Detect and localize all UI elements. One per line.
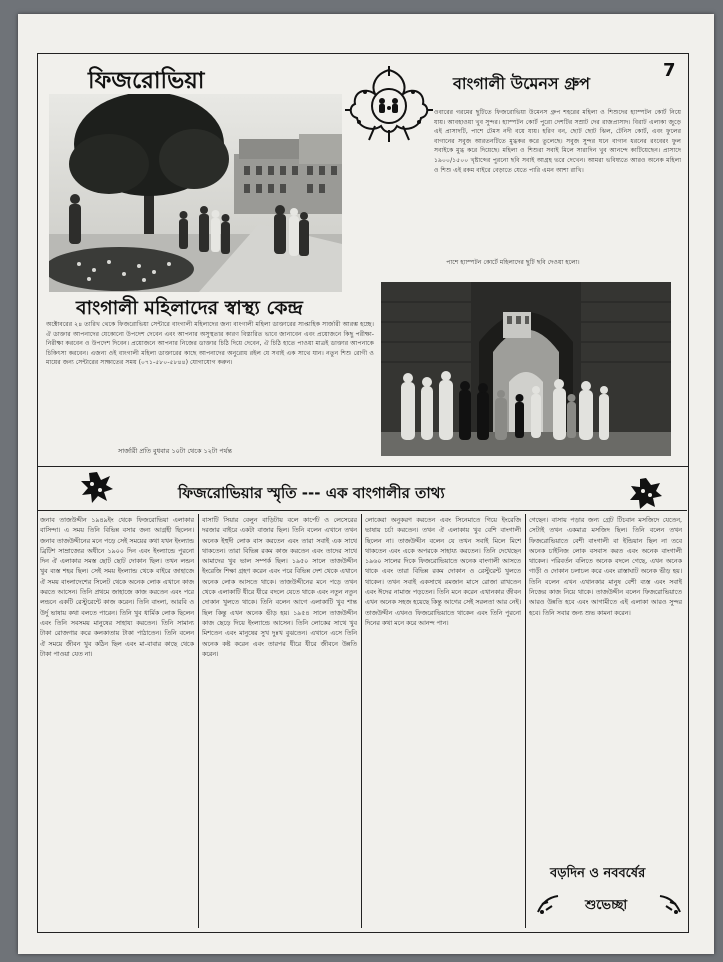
holly-right-icon [658,892,682,916]
memories-column-3: লোকেরা অনুকরণ করতেন এবং সিনেমাতে গিয়ে ইংরেজি ভাষায় চর্চা করতেন। তখন ঐ এলাকায় খুব বেশি বাংগালী ছিলেন না। তাজউদ্দীন বলেন যে তখন সবাই মিলে মিশে থাকতেন এবং একে অপরকে সাহায্য করতেন। তিনি দেখেছেন ১৯৬০ সালের দিকে ফিজরোভিয়াতে অনেক বাংগালী আসতে থাকে এবং তারা বিভিন্ন রকম দোকান ও রেস্টুরেন্ট খুলতে থাকেন। তখন সবাই একসাথে রমজান মাসে রোজা রাখতেন এবং ঈদের নামাজ পড়তেন। তিনি মনে করেন এখানকার জীবন এখন অনেক সহজ হয়েছে কিন্তু আগের সেই সরলতা আর নেই। তাজউদ্দীন এখনও ফিজরোভিয়াতে থাকেন এবং তিনি পুরনো দিনের কথা মনে করে আনন্দ পান। [365,517,521,627]
surgery-time-note: সার্জারী প্রতি বুধবার ১০টা থেকে ১২টা পর্যন্ত [118,447,233,455]
fitzrovia-title: ফিজরোভিয়া [88,68,205,94]
womens-group-article: ওবারের গরমের ছুটিতে ফিজরোভিয়া উমেনস গ্রুপ শহরের মহিলা ও শিশুদের হ্যাম্পটন কোর্ট নিয়ে যায়। আবহাওয়া খুব সুন্দর। হ্যাম্পটন কোর্ট পুরো দেশটির সম্রাট দের রাজপ্রাসাদ। বিরাট এলাকা জুড়ে এই প্রাসাদটি, পাশে টেমস নদী বয়ে যায়। হরিণ বন, ছোট ছোট ঝিল, টেনিস কোর্ট, এবং ফুলের বাগানের সবুজ আরতনটিতে মুগ্ধকর করে তুলেছে। সবুজ সুন্দর ঘনে বাগান ধরনের রংবেরং ফুল সবাইকে মুগ্ধ করে দিয়েছে। মহিলা ও শিশুরা সবাই মিলে সারাদিন খুব আনন্দে কাটিয়েছেন। প্রাসাদে ১৯০০/১৫০০ খৃষ্টাব্দের পুরনো ছবি সবাই আগ্রহ ভরে দেখেন। আমরা ভবিষ্যতে আরও অনেক মহিলা ও শিশু এই রকম বাইরে বেড়াতে যেতে পারি এমন আশা রাখি। [434,109,681,174]
ink-splat-right-icon [629,476,663,510]
memories-header-rule [37,510,687,511]
memories-title: ফিজরোভিয়ার স্মৃতি --- এক বাংগালীর তাথ্য [178,484,445,502]
womens-group-emblem [345,64,433,142]
newsletter-page [18,14,714,954]
womens-group-caption: পাশে হ্যাম্পটন কোর্টে মহিলাদের ছুটি ছবি দেওয়া হলো। [446,259,580,266]
fitzrovia-street-photo [49,94,342,292]
hampton-court-photo [381,282,671,456]
season-greeting-line-2: শুভেচ্ছা [585,898,628,913]
memories-column-2: বাসাটি সিয়ার বেলুন বাড়িটায় বলে কার্পেট ও লেসেরের দরজার বাইরে একটা বাজার ছিল। তিনি বলেন এখানে তখন অনেক ইহুদী লোক বাস করতেন এবং তারা সবাই এক সাথে থাকতেন। তারা বিভিন্ন রকম কাজ করতেন এবং তাদের সাথে আমাদের খুব ভাল সম্পর্ক ছিল। ১৯৫০ সালে তাজউদ্দীন ইংরেজি শিক্ষা গ্রহণ করেন এবং পরে বিভিন্ন দেশ থেকে এখানে অনেক লোক আসতে থাকে। তাজউদ্দীনের মনে পড়ে তখন থেকে এলাকাটি ধীরে ধীরে বদলে যেতে থাকে এবং নতুন নতুন দোকান খুলতে থাকে। তিনি বলেন আগে এলাকাটি খুব শান্ত ছিল কিন্তু এখন অনেক ভীড় হয়। ১৯৫৪ সালে তাজউদ্দীন কাজ ছেড়ে দিয়ে ইংল্যান্ডে আসেন। তিনি লোকের সাথে খুব মিশতেন এবং মানুষের সুখ দুঃখ বুঝতেন। এখানে এসে তিনি অনেক কষ্ট করেন এবং তারপর ধীরে ধীরে জীবনে উন্নতি করেন। [202,517,357,658]
column-divider-2 [361,514,362,928]
health-centre-article: অক্টোবরের ২৪ তারিখ থেকে ফিজরোভিয়া সেন্টারে বাংগালী মহিলাদের জন্য বাংগালী মহিলা ডাক্তারের সাপ্তাহিক সার্জারী আরম্ভ হচ্ছে। ঐ ডাক্তার আপনাদের যেকোনো উপদেশ দেবেন এবং আপনার অসুস্থতার কারণ বিস্তারিত ভাবে জানাবেন এবং প্রয়োজনে কিছু পরীক্ষা-নিরীক্ষা করবেন ও উপদেশ দিবেন। প্রয়োজনে আপনার নিজের ডাক্তার চিঠি দিয়ে দেবেন, ঐ চিঠি হাতে পাওয়া মাত্রই ডাক্তার আপনাকে চিকিৎসা করবেন। এজন্য ওই বাংগালী মহিলা ডাক্তারের কাছে আপনাদের অনুরোধ রইল যে সবাই এক সাথে যান। নতুন শিশু রোগী ও মায়ের জন্য সেন্টারের সাক্ষাতের সময় (০৭১-৫৮০-৫৮৪৪) যোগাযোগ করুন। [46,321,374,367]
holly-left-icon [536,892,560,916]
page-number: 7 [663,60,676,81]
health-centre-title: বাংগালী মহিলাদের স্বাস্থ্য কেন্দ্র [76,297,303,319]
memories-column-4: গেছেন। বাসায় পড়ার জন্য গ্রেট টিচবান মসজিদে যেতেন, সেটাই তখন একমাত্র মসজিদ ছিল। তিনি বলেন তখন ফিজরোভিয়াতে বেশী বাংগালী বা ইন্ডিয়ান ছিল না তবে অনেক চাইনিজ লোক বসবাস করত এবং অনেক বাংগালী থাকেন। পরিবর্তন বলিতে অনেক বদলে গেছে, এখন অনেক গাড়ী ও দোকান চলাচল করে এবং রাস্তাঘাট অনেক ভীড় হয়। তিনি বলেন এখন এখানকার মানুষ বেশী ব্যস্ত এবং সবাই নিজের কাজ নিয়ে থাকে। তাজউদ্দীন বলেন ফিজরোভিয়াতে আরও উন্নতি হবে এবং আগামীতে এই এলাকা আরও সুন্দর হবে। তিনি সবার জন্য শুভ কামনা করেন। [529,517,682,617]
ink-splat-left-icon [80,470,114,504]
column-divider-3 [525,514,526,928]
womens-group-title: বাংগালী উমেনস গ্রুপ [453,74,591,93]
column-divider-1 [198,514,199,928]
season-greeting-line-1: বড়দিন ও নববর্ষের [550,866,646,881]
memories-column-1: জনাব তাজউদ্দীন ১৯৪৯ইং থেকে ফিজরোভিয়া এলাকার বাসিন্দা। এ সময় তিনি বিভিন্ন বসার জন্য আগ্রহী ছিলেন। জনাব তাজউদ্দীনের মনে পড়ে সেই সময়ের কথা যখন ইংল্যান্ড ব্রিটিশ সাম্রাজ্যের অধীনে ১৯০০ দিন এবং ইংল্যান্ডে পুরনো দিন ঐ এলাকার সমস্ত ছোট ছোট দোকান ছিল। তখন লন্ডন খুব ব্যস্ত শহর ছিল। সেই সময় ইংল্যান্ড থেকে বাইরে জাহাজে ঐ সময় বাংলাদেশের সিলেট থেকে অনেক লোক এখানে কাজ করতে আসেন। তিনি প্রথমে জাহাজে কাজ করতেন এবং পরে লন্ডনে একটি রেস্টুরেন্টে কাজ করেন। তিনি বাংলা, আরবি ও উর্দু ভাষায় কথা বলতে পারেন। তিনি খুব ধার্মিক লোক ছিলেন এবং তিনি সবসময় মানুষের সাহায্য করতেন। তিনি সামান্য টাকা রোজগার করে কলকাতায় টাকা পাঠাতেন। তিনি বলেন ঐ সময়ে জীবন খুব কঠিন ছিল এবং মা-বাবার কাছে থেকে টাকা পাওয়া যেত না। [40,517,194,658]
